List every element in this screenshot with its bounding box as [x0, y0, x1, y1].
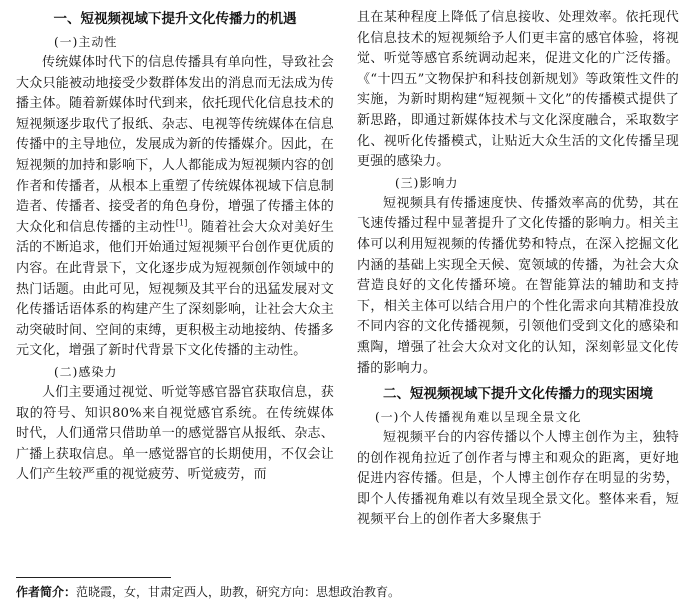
subsection-1-text-b: 。随着社会大众对美好生活的不断追求，他们开始通过短视频平台创作更优质的内容。在此背景下，文化逐步成为短视频创作领域中的热门话题。由此可见，短视频及其平台的迅猛发展对文化传播话语体系的构建产生了深刻影响，让社会大众主动突破时间、空间的束缚，更积极主动地接纳、传播多元文化，增强了新时代背景下文化传播的主动性。: [16, 219, 334, 359]
left-column: [16, 8, 334, 486]
author-info: 范晓霞，女，甘肃定西人，助教，研究方向：思想政治教育。: [76, 585, 401, 599]
subsection-1-heading: (一)主动性: [54, 35, 118, 49]
footnote-rule: [16, 577, 171, 578]
author-label: 作者简介：: [16, 585, 77, 599]
right-column: [357, 8, 679, 531]
author-footnote: [16, 583, 676, 601]
subsection-1-text-a: 传统媒体时代下的信息传播具有单向性，导致社会大众只能被动地接受少数群体发出的消息而无法成为传播主体。随着新媒体时代到来，依托现代化信息技术的短视频逐步取代了报纸、杂志、电视等传统媒体在信息传播中的主导地位，发展成为新的传播媒介。因此，在短视频的加持和影响下，人人都能成为短视频内容的创作者和传播者，从根本上重塑了传统媒体视域下信息制造者、传播者、接受者的角色身份，增强了传播主体的大众化和信息传播的主动性: [16, 55, 334, 235]
subsection-4-heading: (一)个人传播视角难以呈现全景文化: [375, 410, 582, 425]
subsection-3-paragraph: 短视频具有传播速度快、传播效率高的优势，其在飞速传播过程中显著提升了文化传播的影响力。相关主体可以利用短视频的传播优势和特点，在深入挖掘文化内涵的基础上实现全天候、宽领域的传播，为社会大众营造良好的文化传播环境。在智能算法的辅助和支持下，相关主体可以结合用户的个性化需求向其精准投放不同内容的文化传播视频，引领他们受到文化的感染和熏陶，增强了社会大众对文化的认知，深刻彰显文化传播的影响力。: [357, 195, 679, 376]
subsection-4-paragraph: 短视频平台的内容传播以个人博主创作为主，独特的创作视角拉近了创作者与博主和观众的距离，更好地促进内容传播。但是，个人博主创作存在明显的劣势，即个人传播视角难以有效呈现全景文化。整体来看，短视频平台上的创作者大多聚焦于: [357, 430, 679, 528]
section-1-heading: 一、短视频视域下提升文化传播力的机遇: [53, 11, 297, 27]
subsection-2-heading: (二)感染力: [54, 364, 118, 379]
subsection-2-paragraph: 人们主要通过视觉、听觉等感官器官获取信息，获取的符号、知识80%来自视觉感官系统。在传统媒体时代，人们通常只借助单一的感觉器官从报纸、杂志、广播上获取信息。单一感觉器官的长期使用，不仅会让人们产生较严重的视觉疲劳、听觉疲劳，而: [16, 384, 334, 483]
section-2-heading: 二、短视频视域下提升文化传播力的现实困境: [383, 386, 653, 403]
subsection-3-heading: (三)影响力: [395, 175, 459, 190]
subsection-2-continued: 且在某种程度上降低了信息接收、处理效率。依托现代化信息技术的短视频给予人们更丰富的感官体验，将视觉、听觉等感官系统调动起来，促进文化的广泛传播。《“十四五”文物保护和科技创新规划》等政策性文件的实施，为新时期构建“短视频＋文化”的传播模式提供了新思路，即通过新媒体技术与文化深度融合，采取数字化、视听化传播模式，让贴近大众生活的文化传播呈现更强的感染力。: [357, 10, 679, 170]
subsection-1-paragraph: [16, 53, 334, 362]
citation-ref-1: [1]: [175, 218, 188, 228]
